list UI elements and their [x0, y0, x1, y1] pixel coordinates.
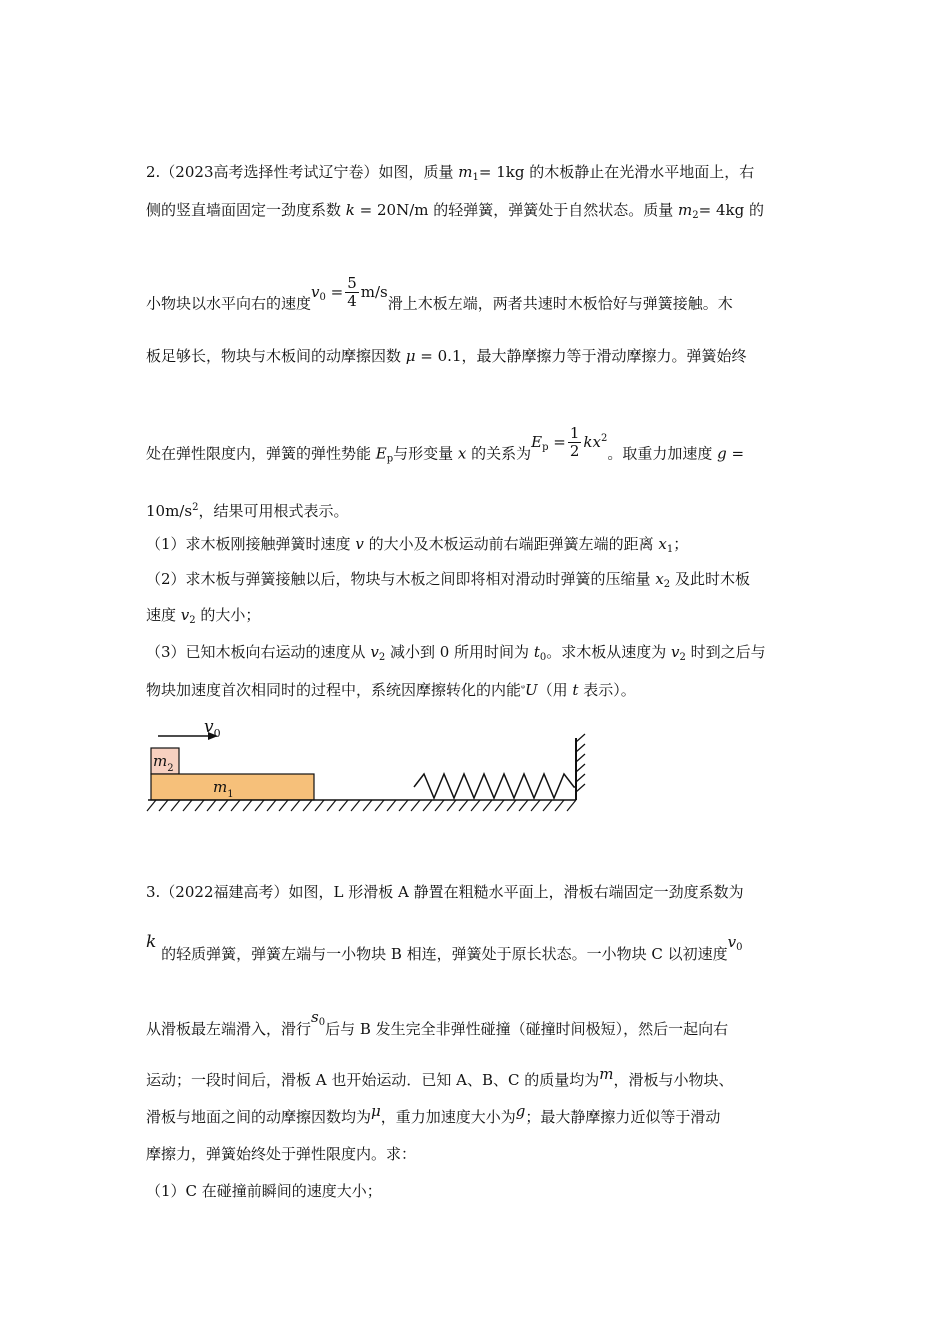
spring [414, 774, 576, 798]
mass-m1: m [458, 163, 473, 181]
q3-line-6: 摩擦力，弹簧始终处于弹性限度内。求： [146, 1145, 417, 1163]
q2-line-6: $10m/s^2$，结果可用根式表示。 [146, 502, 349, 520]
q3-line-1: 3.（2022福建高考）如图，L 形滑板 A 静置在粗糙水平面上，滑板右端固定一劲度系数为 [146, 883, 744, 901]
q3-line-5: 滑板与地面之间的动摩擦因数均为μ，重力加速度大小为g；最大静摩擦力近似等于滑动 [146, 1102, 721, 1126]
q2-part-3-cont: 物块加速度首次相同时的过程中，系统因摩擦转化的内能$^ᵠ$U（用 t 表示）。 [146, 681, 636, 699]
ground-hatch [147, 800, 576, 811]
fraction-1-2: $\frac{1}{2}$ [569, 424, 580, 460]
board-spring-figure [140, 712, 590, 822]
q2-part-3: （3）已知木板向右运动的速度从 $v_2$ 减小到 0 所用时间为 $t_0$。求木板从速度为 $v_2$ 时到之后与 [146, 643, 766, 663]
q2-line-4: 板足够长，物块与木板间的动摩擦因数 μ = 0.1，最大静摩擦力等于滑动摩擦力。弹簧始终 [146, 347, 747, 365]
wall-hatch [576, 734, 585, 792]
q2-part-1: （1）求木板刚接触弹簧时速度 v 的大小及木板运动前右端距弹簧左端的距离 $x_1$； [146, 535, 689, 555]
q2-part-2: （2）求木板与弹簧接触以后，物块与木板之间即将相对滑动时弹簧的压缩量 $x_2$ 及此时木板 [146, 570, 750, 590]
q3-part-1: （1）C 在碰撞前瞬间的速度大小； [146, 1182, 382, 1200]
q3-line-2: k 的轻质弹簧，弹簧左端与一小物块 B 相连，弹簧处于原长状态。一小物块 C 以初速度$v_0$ [146, 932, 743, 963]
v0-label: $v_0$ [204, 717, 221, 740]
q2-line-1: 2.（2023高考选择性考试辽宁卷）如图，质量 $m_1= 1kg$ 的木板静止在光滑水平地面上，右 [146, 163, 755, 183]
q2-line-3: 小物块以水平向右的速度$v_0$ = $\frac{5}{4}$ m/s滑上木板左端，两者共速时木板恰好与弹簧接触。木 [146, 274, 733, 313]
m1-label: $m_1$ [213, 778, 234, 800]
q2-line-2: 侧的竖直墙面固定一劲度系数 k = 20N/m 的轻弹簧，弹簧处于自然状态。质量 $m_2= 4kg$ 的 [146, 201, 764, 221]
q2-part-2-cont: 速度 $v_2$ 的大小； [146, 606, 261, 626]
m2-label: $m_2$ [153, 752, 174, 774]
q2-line-5: 处在弹性限度内，弹簧的弹性势能 $E_p$与形变量 x 的关系为$E_p$ = $\frac{1}{2}$ $kx^2$。取重力加速度 g = [146, 424, 745, 465]
q3-line-3: 从滑板最左端滑入，滑行$s_0$后与 B 发生完全非弹性碰撞（碰撞时间极短），然后一起向右 [146, 1008, 729, 1038]
fraction-5-4: $\frac{5}{4}$ [347, 274, 357, 310]
q3-line-4: 运动；一段时间后，滑板 A 也开始运动．已知 A、B、C 的质量均为m，滑板与小物块、 [146, 1065, 734, 1089]
